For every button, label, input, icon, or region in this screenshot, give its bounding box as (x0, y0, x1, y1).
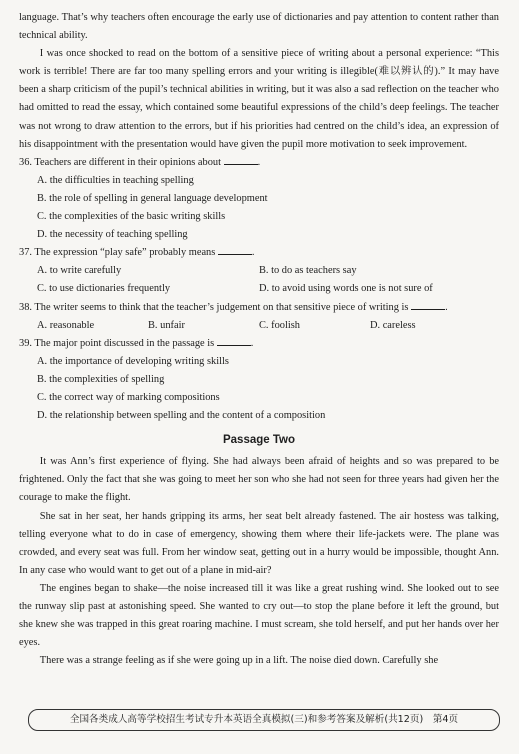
question-36-option-d: D. the necessity of teaching spelling (37, 229, 188, 241)
question-39-option-d: D. the relationship between spelling and the content of a composition (37, 410, 326, 422)
question-37-option-d: D. to avoid using words one is not sure of (259, 283, 433, 295)
passage-two-paragraph-2: She sat in her seat, her hands gripping its arms, her seat belt already fastened. The air hostess was talking, telling everyone what to do in case of emergency, showing them where their life-jackets were. The plane was crowded, and every seat was full. From her window seat, getting out in a hurry would be impossible, thought Ann. In any case who would want to get out of a plane in mid-air? (19, 510, 499, 576)
answer-blank (217, 336, 251, 346)
question-37-stem: 37. The expression “play safe” probably means (19, 247, 216, 259)
question-36-option-c: C. the complexities of the basic writing skills (37, 211, 226, 223)
answer-blank (218, 245, 252, 255)
question-38-option-c: C. foolish (259, 319, 300, 331)
passage-one-paragraph-2: I was once shocked to read on the bottom of a sensitive piece of writing about a personal experience: “This work is terrible! There are far too many spelling errors and your writing is illegible(难以辨认的).” It may have been a sharp criticism of the pupil’s technical abilities in writing, but it was also a sad reflection on the teacher who had omitted to read the essay, which contained some beautiful expressions of the child’s deep feelings. The teacher was not wrong to draw attention to the errors, but if his priorities had centred on the child’s idea, an expression of his disappointment with the presentation would have given the pupil more motivation to seek improvement. (19, 48, 499, 150)
passage-two-heading: Passage Two (222, 434, 295, 447)
question-39-option-b: B. the complexities of spelling (37, 373, 165, 385)
question-38-option-b: B. unfair (148, 319, 185, 331)
question-38-option-d: D. careless (370, 319, 416, 331)
question-39: 39. The major point discussed in the passage is . A. the importance of developing writing skills B. the complexities of spelling C. the correct way of marking compositions D. the relationship between spelling and the content of a composition (19, 335, 499, 425)
page-content (19, 9, 499, 670)
question-36-stem: 36. Teachers are different in their opinions about (19, 156, 222, 168)
question-37: 37. The expression “play safe” probably means . A. to write carefully B. to do as teachers say C. to use dictionaries frequently D. to avoid using words one is not sure of (19, 244, 499, 298)
question-37-option-a: A. to write carefully (37, 265, 122, 277)
passage-two-paragraph-3: The engines began to shake—the noise increased till it was like a great rushing wind. She looked out to see the runway slip past at astonishing speed. She wanted to cry out—to stop the plane before it left the ground, but she knew she was trapped in this great roaring machine. I must scream, she told herself, and put her hands over her eyes. (19, 582, 499, 649)
question-36: 36. Teachers are different in their opinions about . A. the difficulties in teaching spelling B. the role of spelling in general language development C. the complexities of the basic writing skills D. the necessity of teaching spelling (19, 154, 499, 244)
question-39-option-c: C. the correct way of marking compositions (37, 391, 220, 403)
question-38: 38. The writer seems to think that the teacher’s judgement on that sensitive piece of writing is . A. reasonable B. unfair C. foolish D. careless (19, 299, 499, 335)
question-37-option-b: B. to do as teachers say (259, 265, 357, 277)
question-36-option-b: B. the role of spelling in general language development (37, 192, 268, 204)
question-36-option-a: A. the difficulties in teaching spelling (37, 174, 194, 186)
answer-blank (224, 155, 258, 165)
question-39-stem: 39. The major point discussed in the passage is (19, 337, 215, 349)
question-39-option-a: A. the importance of developing writing skills (37, 355, 229, 367)
question-37-option-c: C. to use dictionaries frequently (37, 283, 171, 295)
passage-two-paragraph-4: There was a strange feeling as if she were going up in a lift. The noise died down. Carefully she (39, 655, 439, 667)
page-footer: 全国各类成人高等学校招生考试专升本英语全真模拟(三)和参考答案及解析(共12页) 第4页 (28, 709, 500, 731)
answer-blank (411, 300, 445, 310)
question-38-option-a: A. reasonable (37, 319, 95, 331)
passage-one-paragraph-1: language. That’s why teachers often encourage the early use of dictionaries and pay attention to content rather than technical ability. (19, 12, 499, 42)
question-38-stem: 38. The writer seems to think that the teacher’s judgement on that sensitive piece of writing is (19, 301, 409, 313)
passage-two-paragraph-1: It was Ann’s first experience of flying. She had always been afraid of heights and so was prepared to be frightened. Only the fact that she was going to meet her son who she had not seen for three years had given her the courage to make the flight. (19, 456, 499, 504)
